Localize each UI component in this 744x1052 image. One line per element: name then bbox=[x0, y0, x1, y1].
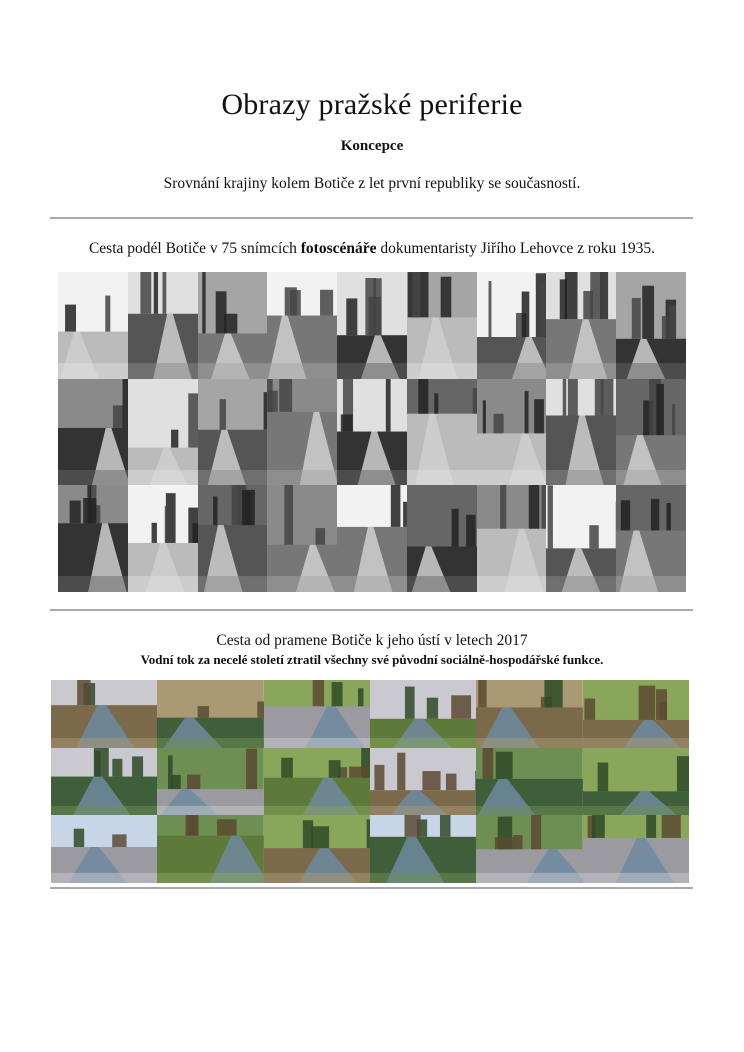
contemporary-photo bbox=[583, 815, 690, 883]
historic-photo bbox=[128, 379, 198, 486]
historic-photo bbox=[267, 379, 337, 486]
contemporary-photo bbox=[370, 815, 477, 883]
historic-photo bbox=[337, 272, 407, 379]
historic-photo bbox=[267, 272, 337, 379]
section1-caption-end: dokumentaristy Jiřího Lehovce z roku 1935. bbox=[376, 240, 656, 257]
section1-caption-start: Cesta podél Botiče v 75 snímcích bbox=[88, 240, 301, 257]
contemporary-photo bbox=[264, 815, 371, 883]
contemporary-photo bbox=[157, 815, 264, 883]
historic-photo bbox=[407, 272, 477, 379]
page-title: Obrazy pražské periferie bbox=[221, 88, 523, 121]
divider-top bbox=[50, 217, 693, 219]
historic-photo bbox=[407, 485, 477, 592]
divider-middle bbox=[50, 609, 693, 611]
contemporary-photo bbox=[264, 680, 371, 748]
contemporary-photo-grid bbox=[51, 680, 689, 883]
historic-photo bbox=[616, 379, 686, 486]
page-subtitle: Koncepce bbox=[340, 138, 404, 154]
contemporary-photo bbox=[476, 680, 583, 748]
section2-caption: Cesta od pramene Botiče k jeho ústí v letech 2017 bbox=[216, 632, 528, 649]
historic-photo-grid bbox=[58, 272, 686, 592]
historic-photo bbox=[198, 272, 268, 379]
divider-bottom bbox=[50, 887, 693, 889]
contemporary-photo bbox=[157, 748, 264, 816]
historic-photo bbox=[616, 272, 686, 379]
historic-photo bbox=[267, 485, 337, 592]
contemporary-photo bbox=[157, 680, 264, 748]
section1-caption bbox=[0, 240, 744, 258]
historic-photo bbox=[337, 485, 407, 592]
intro-text: Srovnání krajiny kolem Botiče z let první republiky se současností. bbox=[163, 175, 581, 192]
historic-photo bbox=[477, 272, 547, 379]
section2-caption-bold: Vodní tok za necelé století ztratil všechny své původní sociálně-hospodářské funkce. bbox=[140, 652, 604, 667]
contemporary-photo bbox=[370, 748, 477, 816]
historic-photo bbox=[58, 379, 128, 486]
historic-photo bbox=[616, 485, 686, 592]
contemporary-photo bbox=[476, 748, 583, 816]
contemporary-photo bbox=[51, 680, 158, 748]
historic-photo bbox=[477, 379, 547, 486]
contemporary-photo bbox=[51, 748, 158, 816]
contemporary-photo bbox=[583, 680, 690, 748]
historic-photo bbox=[407, 379, 477, 486]
historic-photo bbox=[58, 272, 128, 379]
historic-photo bbox=[198, 379, 268, 486]
historic-photo bbox=[58, 485, 128, 592]
contemporary-photo bbox=[370, 680, 477, 748]
historic-photo bbox=[546, 485, 616, 592]
historic-photo bbox=[198, 485, 268, 592]
historic-photo bbox=[546, 272, 616, 379]
contemporary-photo bbox=[583, 748, 690, 816]
contemporary-photo bbox=[264, 748, 371, 816]
historic-photo bbox=[337, 379, 407, 486]
historic-photo bbox=[477, 485, 547, 592]
historic-photo bbox=[128, 485, 198, 592]
contemporary-photo bbox=[476, 815, 583, 883]
section1-caption-bold: fotoscénáře bbox=[300, 240, 377, 257]
contemporary-photo bbox=[51, 815, 158, 883]
historic-photo bbox=[546, 379, 616, 486]
historic-photo bbox=[128, 272, 198, 379]
